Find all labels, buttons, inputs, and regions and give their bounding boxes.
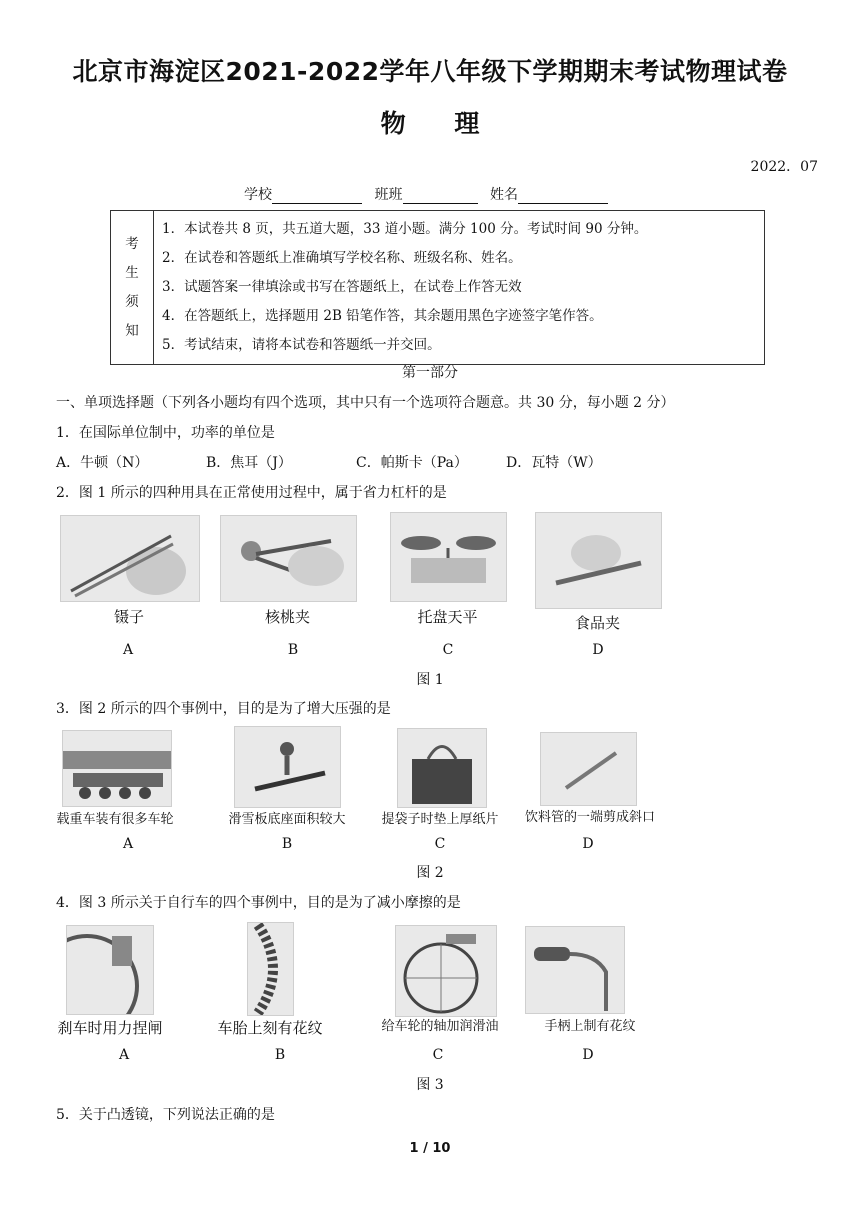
wheel-oil-image (395, 925, 497, 1017)
option-letter[interactable]: A (118, 1047, 130, 1063)
option-letter[interactable]: A (122, 836, 134, 852)
caption: 给车轮的轴加润滑油 (381, 1019, 499, 1034)
name-label: 姓名 (489, 187, 518, 203)
question-1-options (56, 452, 602, 472)
student-info-line (0, 184, 860, 204)
option-letter[interactable]: B (287, 642, 299, 658)
exam-date: 2022．07 (750, 159, 818, 175)
caption: 手柄上制有花纹 (544, 1019, 636, 1034)
question-5: 5．关于凸透镜，下列说法正确的是 (56, 1107, 275, 1123)
skier-image (234, 726, 341, 808)
school-label: 学校 (244, 187, 273, 203)
straw-image (540, 732, 637, 806)
handlebar-image (525, 926, 625, 1014)
notice-item: 5．考试结束，请将本试卷和答题纸一并交回。 (162, 337, 441, 353)
notice-list (154, 211, 765, 365)
school-blank[interactable] (272, 189, 362, 204)
notice-item: 3．试题答案一律填涂或书写在答题纸上，在试卷上作答无效 (162, 279, 522, 295)
food-tongs-image (535, 512, 662, 609)
name-blank[interactable] (518, 189, 608, 204)
subject-title: 物 理 (380, 109, 480, 138)
caption: 饮料管的一端剪成斜口 (524, 810, 655, 825)
caption: 提袋子时垫上厚纸片 (381, 812, 499, 827)
balance-scale-image (390, 512, 507, 602)
nutcracker-image (220, 515, 357, 602)
option-a[interactable]: A．牛顿（N） (56, 455, 149, 471)
caption: 镊子 (113, 608, 144, 626)
option-d[interactable]: D．瓦特（W） (506, 455, 602, 471)
caption: 食品夹 (574, 614, 620, 632)
option-letter[interactable]: C (442, 642, 454, 658)
heavy-truck-image (62, 730, 172, 807)
question-3: 3．图 2 所示的四个事例中，目的是为了增大压强的是 (56, 701, 391, 717)
question-4: 4．图 3 所示关于自行车的四个事例中，目的是为了减小摩擦的是 (56, 895, 461, 911)
bike-brake-image (66, 925, 154, 1015)
exam-notice-box (110, 210, 765, 365)
notice-item: 1．本试卷共 8 页，共五道大题，33 道小题。满分 100 分。考试时间 90 分钟。 (162, 221, 648, 237)
option-letter[interactable]: A (122, 642, 134, 658)
option-c[interactable]: C．帕斯卡（Pa） (356, 455, 468, 471)
notice-item: 2．在试卷和答题纸上准确填写学校名称、班级名称、姓名。 (162, 250, 522, 266)
question-1: 1．在国际单位制中，功率的单位是 (56, 425, 275, 441)
caption: 托盘天平 (417, 608, 478, 626)
figure-caption: 图 2 (416, 865, 444, 881)
option-letter[interactable]: C (432, 1047, 444, 1063)
page-number: 1 / 10 (409, 1141, 451, 1156)
tire-tread-image (247, 922, 294, 1016)
page-title: 北京市海淀区2021-2022学年八年级下学期期末考试物理试卷 (72, 57, 788, 86)
caption: 刹车时用力捏闸 (57, 1019, 163, 1037)
option-letter[interactable]: B (281, 836, 293, 852)
caption: 车胎上刻有花纹 (217, 1019, 323, 1037)
question-2: 2．图 1 所示的四种用具在正常使用过程中，属于省力杠杆的是 (56, 485, 447, 501)
tweezers-image (60, 515, 200, 602)
option-letter[interactable]: C (434, 836, 446, 852)
notice-heading: 考 生 须 知 (111, 211, 154, 365)
caption: 滑雪板底座面积较大 (228, 812, 346, 827)
part-one-heading: 一、单项选择题（下列各小题均有四个选项，其中只有一个选项符合题意。共 30 分，每小题 2 分） (56, 395, 675, 411)
option-letter[interactable]: D (582, 1047, 594, 1063)
section-title: 第一部分 (402, 365, 458, 381)
figure-caption: 图 1 (416, 672, 444, 688)
option-b[interactable]: B．焦耳（J） (206, 455, 292, 471)
class-blank[interactable] (403, 189, 478, 204)
option-letter[interactable]: B (274, 1047, 286, 1063)
caption: 载重车装有很多车轮 (56, 812, 174, 827)
caption: 核桃夹 (264, 608, 310, 626)
option-letter[interactable]: D (592, 642, 604, 658)
notice-item: 4．在答题纸上，选择题用 2B 铅笔作答，其余题用黑色字迹签字笔作答。 (162, 308, 603, 324)
option-letter[interactable]: D (582, 836, 594, 852)
bag-image (397, 728, 487, 808)
figure-caption: 图 3 (416, 1077, 444, 1093)
class-label: 班班 (374, 187, 403, 203)
